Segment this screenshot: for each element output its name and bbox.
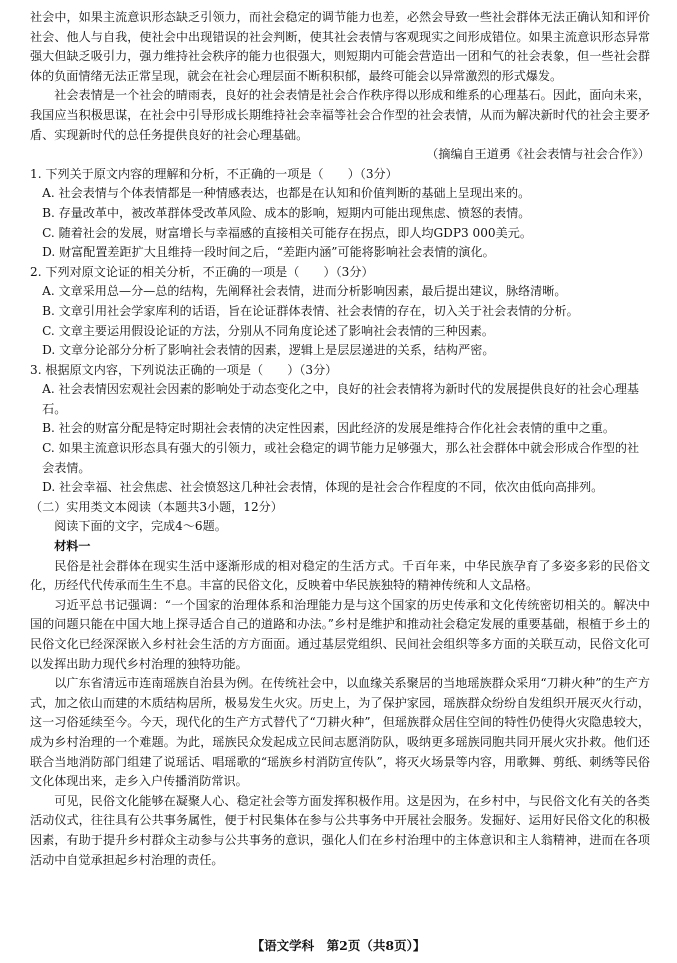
material-paragraph: 以广东省清远市连南瑶族自治县为例。在传统社会中，以血缘关系聚居的当地瑶族群众采用“刀耕火种”的生产方式，加之依山而建的木质结构居所，极易发生火灾。历史上，为了保护家园，瑶族群众纷纷自发组织开展灭火行动，这一习俗延续至今。今天，现代化的生产方式替代了“刀耕火种”，但瑶族群众居住空间的特性仍使得火灾隐患较大，成为乡村治理的一个难题。为此，瑶族民众发起成立民间志愿消防队，吸纳更多瑶族同胞共同开展火灾扑救。他们还联合当地消防部门组建了说瑶话、唱瑶歌的“瑶族乡村消防宣传队”，将灭火场景等内容，用歌舞、剪纸、刺绣等民俗文化体现出来，走乡入户传播消防常识。 — [30, 676, 650, 789]
option-b: B. 存量改革中，被改革群体受改革风险、成本的影响，短期内可能出现焦虑、愤怒的表情。 — [42, 205, 531, 220]
question-1 — [30, 165, 650, 263]
option-d: D. 财富配置差距扩大且维持一段时间之后，“差距内涵”可能将影响社会表情的演化。 — [42, 245, 495, 260]
option-c: C. 如果主流意识形态具有强大的引领力，或社会稳定的调节能力足够强大，那么社会群体中就会形成合作型的社会表情。 — [42, 441, 640, 475]
question-stem: 2. 下列对原文论证的相关分析，不正确的一项是（ ）（3分） — [30, 264, 374, 279]
section-instruction: 阅读下面的文字，完成4～6题。 — [54, 519, 227, 534]
page-footer: 【语文学科 第2页（共8页）】 — [251, 938, 426, 953]
source-citation: （摘编自王道勇《社会表情与社会合作》） — [426, 147, 650, 162]
question-stem: 3. 根据原文内容，下列说法正确的一项是（ ）（3分） — [30, 362, 338, 377]
material-label: 材料一 — [54, 539, 91, 554]
option-a: A. 社会表情因宏观社会因素的影响处于动态变化之中，良好的社会表情将为新时代的发展提供良好的社会心理基石。 — [42, 382, 640, 416]
question-2 — [30, 263, 650, 361]
option-c: C. 随着社会的发展，财富增长与幸福感的直接相关可能存在拐点，即人均GDP3 000美元。 — [42, 225, 532, 240]
option-d: D. 社会幸福、社会焦虑、社会愤怒这几种社会表情，体现的是社会合作程度的不同，依次由低向高排列。 — [42, 480, 604, 495]
exam-page — [30, 8, 650, 870]
material-paragraph: 民俗是社会群体在现实生活中逐渐形成的相对稳定的生活方式。千百年来，中华民族孕育了多姿多彩的民俗文化，历经代代传承而生生不息。丰富的民俗文化，反映着中华民族独特的精神传统和人文品格。 — [30, 558, 650, 593]
material-paragraph: 习近平总书记强调：“一个国家的治理体系和治理能力是与这个国家的历史传承和文化传统密切相关的。解决中国的问题只能在中国大地上探寻适合自己的道路和办法。”乡村是维护和推动社会稳定发展的重要基础，根植于乡土的民俗文化已经深深嵌入乡村社会生活的方方面面。通过基层党组织、民间社会组织等多方面的关联互动，民俗文化可以发挥出助力现代乡村治理的独特功能。 — [30, 597, 650, 671]
question-stem: 1. 下列关于原文内容的理解和分析，不正确的一项是（ ）（3分） — [30, 166, 398, 181]
option-b: B. 文章引用社会学家库利的话语，旨在论证群体表情、社会表情的存在，切入关于社会表情的分析。 — [42, 303, 579, 318]
option-c: C. 文章主要运用假设论证的方法，分别从不同角度论述了影响社会表情的三种因素。 — [42, 323, 494, 338]
option-a: A. 社会表情与个体表情都是一种情感表达，也都是在认知和价值判断的基础上呈现出来的。 — [42, 186, 531, 201]
option-b: B. 社会的财富分配是特定时期社会表情的决定性因素，因此经济的发展是维持合作化社会表情的重中之重。 — [42, 421, 615, 436]
material-paragraph: 可见，民俗文化能够在凝聚人心、稳定社会等方面发挥积极作用。这是因为，在乡村中，与民俗文化有关的各类活动仪式，往往具有公共事务属性，便于村民集体在参与公共事务中开展社会服务。发掘好、运用好民俗文化的积极因素，有助于提升乡村群众主动参与公共事务的意识，强化人们在乡村治理中的主体意识和主人翁精神，进而在各项活动中自觉承担起乡村治理的责任。 — [30, 793, 650, 867]
passage-paragraph: 社会表情是一个社会的晴雨表，良好的社会表情是社会合作秩序得以形成和维系的心理基石。因此，面向未来，我国应当积极思谋，在社会中引导形成长期维持社会幸福等社会合作型的社会表情，从而为解决新时代的社会主要矛盾、实现新时代的总任务提供良好的社会心理基础。 — [30, 88, 650, 142]
section-title: （二）实用类文本阅读（本题共3小题，12分） — [30, 499, 283, 514]
question-3 — [30, 361, 650, 498]
option-d: D. 文章分论部分分析了影响社会表情的因素，逻辑上是层层递进的关系，结构严密。 — [42, 343, 495, 358]
option-a: A. 文章采用总—分—总的结构，先阐释社会表情，进而分析影响因素，最后提出建议，脉络清晰。 — [42, 284, 567, 299]
passage-paragraph: 社会中，如果主流意识形态缺乏引领力，而社会稳定的调节能力也差，必然会导致一些社会群体无法正确认知和评价社会、他人与自我，使社会中出现错误的社会判断，使其社会表情与客观现实之间形成错位。如果主流意识形态异常强大但缺乏吸引力，强力维持社会秩序的能力也很强大，则短期内可能会营造出一团和气的社会表象，但一些社会群体的负面情绪无法正常呈现，就会在社会心理层面不断积积郁，最终可能会以异常激烈的形式爆发。 — [30, 10, 650, 83]
